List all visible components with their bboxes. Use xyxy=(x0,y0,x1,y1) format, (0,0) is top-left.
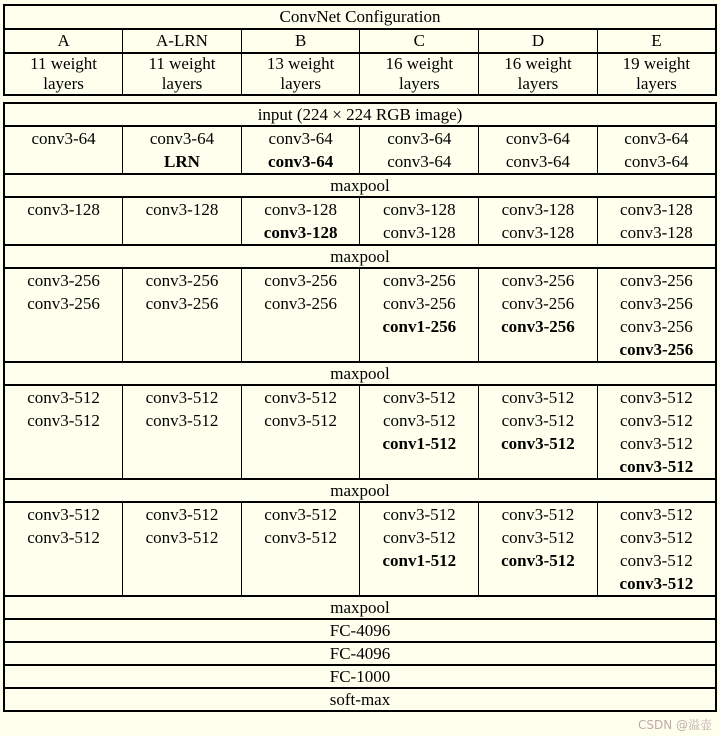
layer-conv3-512: conv3-512 xyxy=(27,505,100,524)
layer-conv3-512: conv3-512 xyxy=(264,505,337,524)
layer-conv1-512: conv1-512 xyxy=(382,551,457,570)
weights-line: 16 weight xyxy=(385,54,454,73)
layer-conv3-256: conv3-256 xyxy=(145,271,219,290)
conv-block-3-col-d xyxy=(479,268,598,362)
table-title: ConvNet Configuration xyxy=(4,5,716,29)
conv-block-4-col-a-lrn xyxy=(123,385,242,479)
layer-conv3-64: conv3-64 xyxy=(387,129,452,148)
maxpool-row-4: maxpool xyxy=(4,479,716,502)
layer-conv3-512: conv3-512 xyxy=(145,411,219,430)
layer-conv3-512: conv3-512 xyxy=(27,388,100,407)
config-weights-row xyxy=(4,53,716,95)
layer-conv3-64: conv3-64 xyxy=(624,129,689,148)
layer-conv1-256: conv1-256 xyxy=(382,317,457,336)
fc-row-3: FC-1000 xyxy=(4,665,716,688)
layer-conv3-256: conv3-256 xyxy=(264,294,337,313)
layer-conv3-512: conv3-512 xyxy=(264,528,337,547)
layer-conv3-64: conv3-64 xyxy=(31,129,96,148)
fc-row-1-tr xyxy=(4,619,716,642)
layer-conv3-512: conv3-512 xyxy=(382,505,456,524)
layer-conv3-512: conv3-512 xyxy=(27,411,100,430)
conv-block-1-col-e xyxy=(597,126,716,174)
layer-conv3-256: conv3-256 xyxy=(501,317,575,336)
conv-block-4-col-b xyxy=(241,385,360,479)
layer-conv3-512: conv3-512 xyxy=(382,411,456,430)
input-row-tr xyxy=(4,103,716,126)
conv-block-1-col-a xyxy=(4,126,123,174)
conv-block-2-col-a-lrn xyxy=(123,197,242,245)
layer-conv3-256: conv3-256 xyxy=(501,294,575,313)
config-letter-a-lrn: A-LRN xyxy=(123,29,242,53)
layer-conv1-512: conv1-512 xyxy=(382,434,457,453)
conv-block-4-col-e xyxy=(597,385,716,479)
layer-conv3-512: conv3-512 xyxy=(501,411,575,430)
conv-block-1-tr xyxy=(4,126,716,174)
conv-block-5-tr xyxy=(4,502,716,596)
weights-line: 11 weight xyxy=(30,54,98,73)
layer-conv3-512: conv3-512 xyxy=(145,505,219,524)
layer-conv3-512: conv3-512 xyxy=(382,528,456,547)
softmax-row-tr xyxy=(4,688,716,711)
conv-block-4-col-a xyxy=(4,385,123,479)
fc-row-3-tr xyxy=(4,665,716,688)
maxpool-row-3: maxpool xyxy=(4,362,716,385)
conv-block-1-col-b xyxy=(241,126,360,174)
input-row: input (224 × 224 RGB image) xyxy=(4,103,716,126)
maxpool-row-1: maxpool xyxy=(4,174,716,197)
conv-block-3-col-c xyxy=(360,268,479,362)
layer-conv3-512: conv3-512 xyxy=(619,457,694,476)
weights-line: layers xyxy=(43,74,84,93)
conv-block-3-tr xyxy=(4,268,716,362)
layer-conv3-512: conv3-512 xyxy=(620,505,693,524)
maxpool-row-3-tr xyxy=(4,362,716,385)
maxpool-row-5: maxpool xyxy=(4,596,716,619)
conv-block-3-col-b xyxy=(241,268,360,362)
conv-block-4-col-d xyxy=(479,385,598,479)
layer-conv3-512: conv3-512 xyxy=(501,388,575,407)
layer-conv3-512: conv3-512 xyxy=(620,551,693,570)
layer-conv3-512: conv3-512 xyxy=(501,505,575,524)
conv-block-1-col-d xyxy=(479,126,598,174)
maxpool-row-1-tr xyxy=(4,174,716,197)
layer-conv3-128: conv3-128 xyxy=(263,223,338,242)
conv-block-2-tr xyxy=(4,197,716,245)
layer-conv3-128: conv3-128 xyxy=(382,200,456,219)
header-table xyxy=(3,4,717,96)
layer-conv3-128: conv3-128 xyxy=(264,200,337,219)
config-letter-c: C xyxy=(360,29,479,53)
layer-conv3-512: conv3-512 xyxy=(620,388,693,407)
conv-block-1-col-a-lrn xyxy=(123,126,242,174)
layer-conv3-512: conv3-512 xyxy=(501,551,575,570)
conv-block-2-col-a xyxy=(4,197,123,245)
weights-line: 19 weight xyxy=(622,54,691,73)
config-letter-b: B xyxy=(241,29,360,53)
layer-conv3-128: conv3-128 xyxy=(620,223,693,242)
maxpool-row-5-tr xyxy=(4,596,716,619)
config-weights-a-lrn xyxy=(123,53,242,95)
conv-block-1-col-c xyxy=(360,126,479,174)
fc-row-2-tr xyxy=(4,642,716,665)
layer-conv3-512: conv3-512 xyxy=(382,388,456,407)
layer-conv3-512: conv3-512 xyxy=(27,528,100,547)
layer-conv3-64: conv3-64 xyxy=(268,129,333,148)
conv-block-5-col-c xyxy=(360,502,479,596)
fc-row-2: FC-4096 xyxy=(4,642,716,665)
body-table-body xyxy=(4,103,716,711)
layer-conv3-256: conv3-256 xyxy=(145,294,219,313)
weights-line: layers xyxy=(636,74,677,93)
conv-block-5-col-a xyxy=(4,502,123,596)
conv-block-4-tr xyxy=(4,385,716,479)
layer-conv3-256: conv3-256 xyxy=(382,294,456,313)
fc-row-1: FC-4096 xyxy=(4,619,716,642)
conv-block-5-col-a-lrn xyxy=(123,502,242,596)
conv-block-3-col-a xyxy=(4,268,123,362)
conv-block-4-col-c xyxy=(360,385,479,479)
layer-conv3-64: conv3-64 xyxy=(505,129,571,148)
layer-conv3-64: conv3-64 xyxy=(624,152,689,171)
layer-conv3-64: conv3-64 xyxy=(149,129,215,148)
config-weights-d xyxy=(479,53,598,95)
layer-conv3-64: conv3-64 xyxy=(387,152,452,171)
config-letter-d: D xyxy=(479,29,598,53)
layer-conv3-512: conv3-512 xyxy=(145,388,219,407)
layer-conv3-128: conv3-128 xyxy=(620,200,693,219)
config-letter-a: A xyxy=(4,29,123,53)
layer-lrn: LRN xyxy=(164,152,200,171)
conv-block-3-col-e xyxy=(597,268,716,362)
softmax-row: soft-max xyxy=(4,688,716,711)
config-weights-e xyxy=(597,53,716,95)
conv-block-2-col-b xyxy=(241,197,360,245)
layer-conv3-512: conv3-512 xyxy=(145,528,219,547)
maxpool-row-4-tr xyxy=(4,479,716,502)
config-weights-c xyxy=(360,53,479,95)
conv-block-5-col-d xyxy=(479,502,598,596)
layer-conv3-256: conv3-256 xyxy=(620,317,693,336)
layer-conv3-512: conv3-512 xyxy=(620,434,693,453)
conv-block-3-col-a-lrn xyxy=(123,268,242,362)
layer-conv3-256: conv3-256 xyxy=(619,340,694,359)
maxpool-row-2-tr xyxy=(4,245,716,268)
layer-conv3-256: conv3-256 xyxy=(620,271,693,290)
conv-block-5-col-b xyxy=(241,502,360,596)
weights-line: 13 weight xyxy=(266,54,335,73)
layer-conv3-512: conv3-512 xyxy=(501,434,575,453)
weights-line: 16 weight xyxy=(504,54,572,73)
weights-line: layers xyxy=(399,74,440,93)
conv-block-2-col-d xyxy=(479,197,598,245)
config-weights-b xyxy=(241,53,360,95)
layer-conv3-128: conv3-128 xyxy=(501,223,575,242)
watermark: CSDN @溢壶 xyxy=(637,718,712,732)
layer-conv3-512: conv3-512 xyxy=(501,528,575,547)
layer-conv3-64: conv3-64 xyxy=(268,152,334,171)
layer-conv3-512: conv3-512 xyxy=(620,411,693,430)
conv-block-5-col-e xyxy=(597,502,716,596)
conv-block-2-col-e xyxy=(597,197,716,245)
conv-block-2-col-c xyxy=(360,197,479,245)
weights-line: 11 weight xyxy=(148,54,216,73)
layer-conv3-256: conv3-256 xyxy=(382,271,456,290)
config-weights-a xyxy=(4,53,123,95)
layer-conv3-128: conv3-128 xyxy=(501,200,575,219)
layer-conv3-256: conv3-256 xyxy=(264,271,337,290)
layer-conv3-512: conv3-512 xyxy=(264,388,337,407)
weights-line: layers xyxy=(517,74,559,93)
body-table xyxy=(3,102,717,712)
layer-conv3-256: conv3-256 xyxy=(501,271,575,290)
layer-conv3-128: conv3-128 xyxy=(145,200,219,219)
layer-conv3-512: conv3-512 xyxy=(620,528,693,547)
layer-conv3-256: conv3-256 xyxy=(620,294,693,313)
weights-line: layers xyxy=(161,74,203,93)
weights-line: layers xyxy=(280,74,321,93)
config-letter-e: E xyxy=(597,29,716,53)
maxpool-row-2: maxpool xyxy=(4,245,716,268)
layer-conv3-256: conv3-256 xyxy=(27,271,100,290)
layer-conv3-128: conv3-128 xyxy=(27,200,100,219)
title-row xyxy=(4,5,716,29)
layer-conv3-64: conv3-64 xyxy=(505,152,571,171)
config-letters-row xyxy=(4,29,716,53)
layer-conv3-512: conv3-512 xyxy=(619,574,694,593)
layer-conv3-128: conv3-128 xyxy=(382,223,456,242)
layer-conv3-256: conv3-256 xyxy=(27,294,100,313)
layer-conv3-512: conv3-512 xyxy=(264,411,337,430)
